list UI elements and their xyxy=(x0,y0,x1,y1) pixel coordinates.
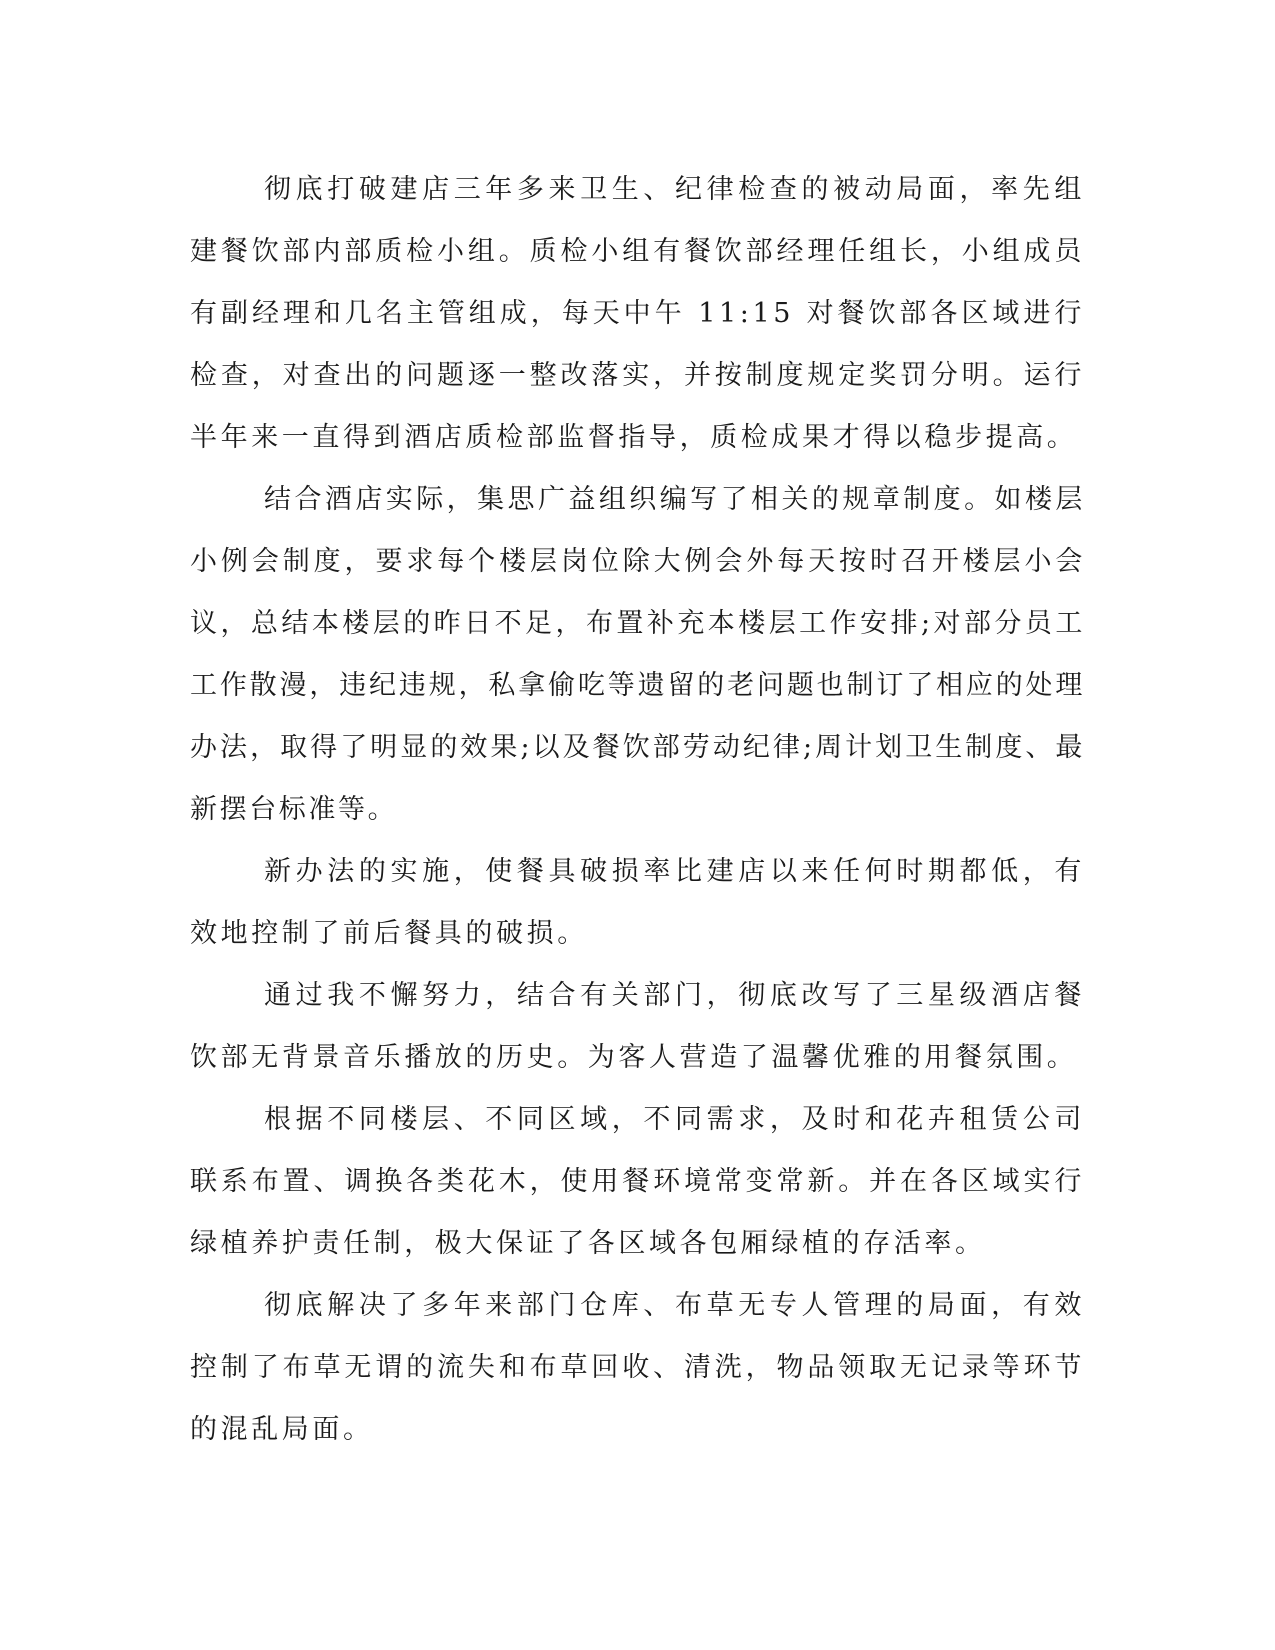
document-body xyxy=(190,159,1085,1461)
paragraph-background-music: 通过我不懈努力，结合有关部门，彻底改写了三星级酒店餐饮部无背景音乐播放的历史。为客人营造了温馨优雅的用餐氛围。 xyxy=(190,980,1085,1073)
paragraph-quality-inspection: 彻底打破建店三年多来卫生、纪律检查的被动局面，率先组建餐饮部内部质检小组。质检小组有餐饮部经理任组长，小组成员有副经理和几名主管组成，每天中午 11:15 对餐饮部各区域进行检查，对查出的问题逐一整改落实，并按制度规定奖罚分明。运行半年来一直得到酒店质检部监督指导，质检成果才得以稳步提高。 xyxy=(190,174,1085,453)
paragraph-tableware: 新办法的实施，使餐具破损率比建店以来任何时期都低，有效地控制了前后餐具的破损。 xyxy=(190,856,1085,949)
paragraph-plants: 根据不同楼层、不同区域，不同需求，及时和花卉租赁公司联系布置、调换各类花木，使用餐环境常变常新。并在各区域实行绿植养护责任制，极大保证了各区域各包厢绿植的存活率。 xyxy=(190,1104,1085,1259)
paragraph-linen-storage: 彻底解决了多年来部门仓库、布草无专人管理的局面，有效控制了布草无谓的流失和布草回收、清洗，物品领取无记录等环节的混乱局面。 xyxy=(190,1290,1085,1445)
paragraph-regulations: 结合酒店实际，集思广益组织编写了相关的规章制度。如楼层小例会制度，要求每个楼层岗位除大例会外每天按时召开楼层小会议，总结本楼层的昨日不足，布置补充本楼层工作安排;对部分员工工作散漫，违纪违规，私拿偷吃等遗留的老问题也制订了相应的处理办法，取得了明显的效果;以及餐饮部劳动纪律;周计划卫生制度、最新摆台标准等。 xyxy=(190,484,1085,825)
